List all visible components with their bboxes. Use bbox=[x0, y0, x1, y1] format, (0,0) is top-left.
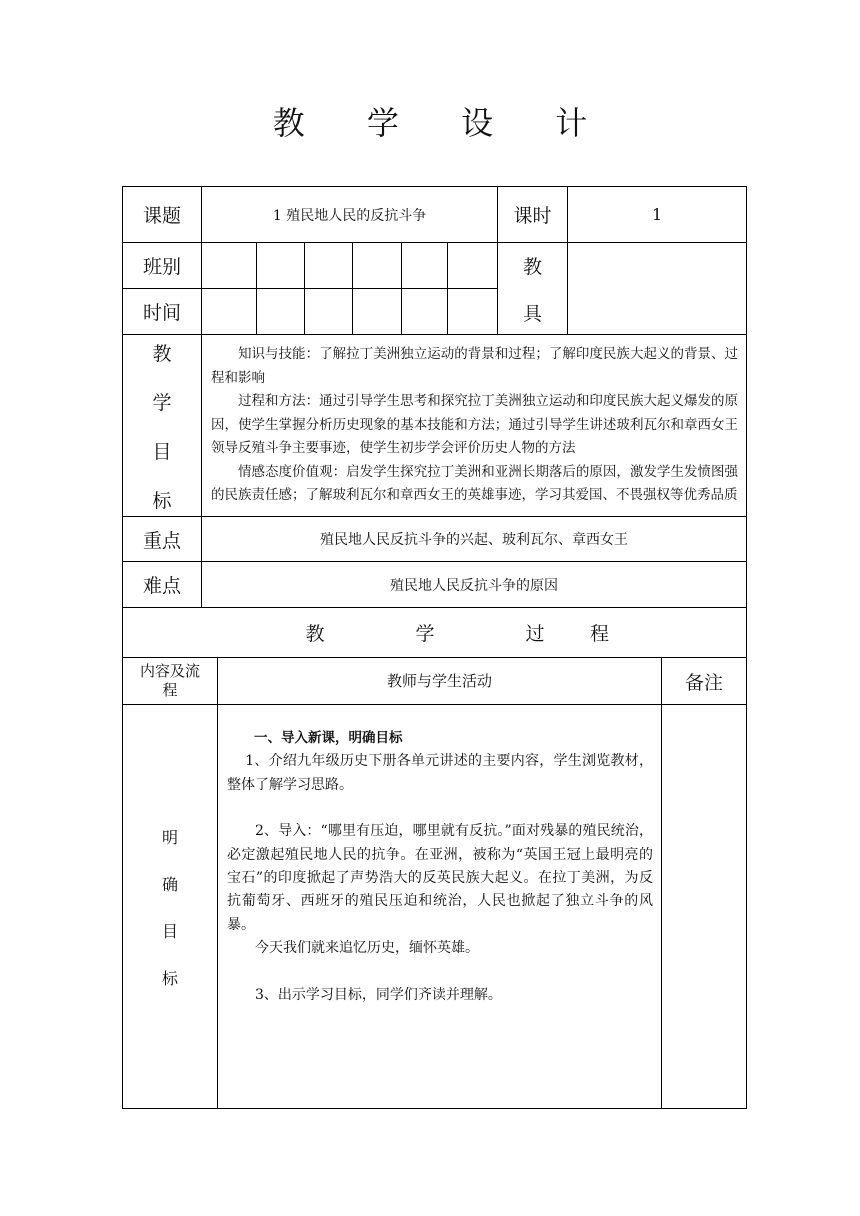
difficulties-label: 难点 bbox=[123, 562, 202, 608]
class-cell bbox=[257, 243, 305, 289]
time-cell bbox=[353, 289, 402, 335]
class-cell bbox=[402, 243, 448, 289]
document-title: 教 学 设 计 bbox=[272, 104, 614, 142]
activity-item: 今天我们就来追忆历史，缅怀英雄。 bbox=[255, 940, 479, 957]
time-cell bbox=[448, 289, 498, 335]
tools-value bbox=[568, 243, 747, 335]
teaching-process-table bbox=[122, 657, 747, 1109]
activity-item: 1、介绍九年级历史下册各单元讲述的主要内容，学生浏览教材，整体了解学习思路。 bbox=[227, 753, 653, 793]
hours-label: 课时 bbox=[498, 187, 568, 243]
objective-paragraph: 情感态度价值观：启发学生探究拉丁美洲和亚洲长期落后的原因，激发学生发愤图强的民族责任感；了解玻利瓦尔和章西女王的英雄事迹，学习其爱国、不畏强权等优秀品质 bbox=[211, 463, 739, 504]
time-cell bbox=[202, 289, 257, 335]
difficulties-value: 殖民地人民反抗斗争的原因 bbox=[202, 562, 747, 608]
class-label: 班别 bbox=[123, 243, 202, 289]
activities-content bbox=[218, 705, 662, 1109]
topic-label: 课题 bbox=[123, 187, 202, 243]
objectives-label: 教 学 目 标 bbox=[123, 335, 202, 517]
content-flow-header: 内容及流程 bbox=[123, 658, 218, 705]
notes-header: 备注 bbox=[662, 658, 747, 705]
key-points-value: 殖民地人民反抗斗争的兴起、玻利瓦尔、章西女王 bbox=[202, 517, 747, 562]
section-heading: 一、导入新课，明确目标 bbox=[254, 730, 403, 746]
class-cell bbox=[353, 243, 402, 289]
lesson-info-table bbox=[122, 186, 747, 658]
time-cell bbox=[305, 289, 353, 335]
hours-value: 1 bbox=[568, 187, 747, 243]
objective-paragraph: 知识与技能：了解拉丁美洲独立运动的背景和过程；了解印度民族大起义的背景、过程和影响 bbox=[211, 346, 739, 386]
time-label: 时间 bbox=[123, 289, 202, 335]
section-label: 明 确 目 标 bbox=[123, 705, 218, 1109]
class-cell bbox=[448, 243, 498, 289]
teaching-process-title: 教 学 过 程 bbox=[123, 608, 747, 658]
class-cell bbox=[305, 243, 353, 289]
class-cell bbox=[202, 243, 257, 289]
key-points-label: 重点 bbox=[123, 517, 202, 562]
time-cell bbox=[257, 289, 305, 335]
objective-paragraph: 过程和方法：通过引导学生思考和探究拉丁美洲独立运动和印度民族大起义爆发的原因，使学生掌握分析历史现象的基本技能和方法；通过引导学生讲述玻利瓦尔和章西女王领导反殖斗争主要事迹，使学生初步学会评价历史人物的方法 bbox=[211, 393, 739, 457]
tools-label-char: 教 bbox=[523, 255, 543, 278]
activity-item: 3、出示学习目标，同学们齐读并理解。 bbox=[255, 986, 502, 1003]
objectives-content bbox=[202, 335, 747, 517]
time-cell bbox=[402, 289, 448, 335]
notes-content bbox=[662, 705, 747, 1109]
activity-item: 2、导入：“哪里有压迫，哪里就有反抗。”面对残暴的殖民统治，必定激起殖民地人民的抗争。在亚洲，被称为“英国王冠上最明亮的宝石”的印度掀起了声势浩大的反英民族大起义。在拉丁美洲，为反抗葡萄牙、西班牙的殖民压迫和统治，人民也掀起了独立斗争的风暴。 bbox=[227, 823, 653, 933]
tools-label bbox=[498, 243, 568, 335]
tools-label-char: 具 bbox=[523, 302, 543, 325]
topic-value: 1 殖民地人民的反抗斗争 bbox=[202, 187, 498, 243]
activities-header: 教师与学生活动 bbox=[218, 658, 662, 705]
